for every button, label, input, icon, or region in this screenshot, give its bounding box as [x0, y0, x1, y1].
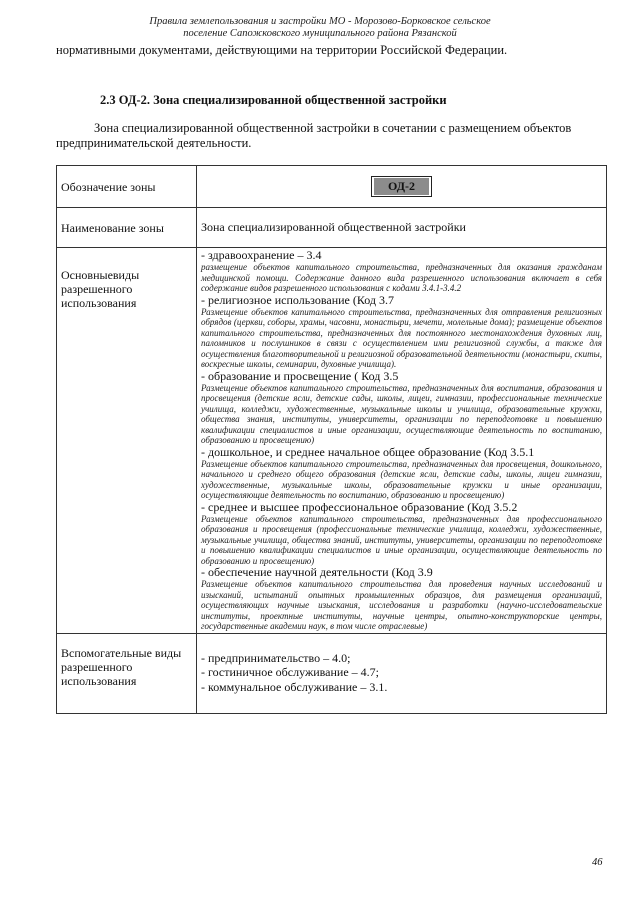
main-uses-label: Основныевиды разрешенного использования [57, 248, 197, 634]
use-item-title: - обеспечение научной деятельности (Код 3.9 [201, 565, 433, 579]
use-item-description: Размещение объектов капитального строительства, предназначенных для воспитания, образования и просвещения (детские ясли, детские сады, школы, лицеи, гимназии, профессиональные технические училища, колледжи, художественные, музыкальные школы и училища, образовательные кружки, общества знания, институты, университеты, организации по переподготовке и повышению квалификации специалистов и иные организации, осуществляющие деятельность по воспитанию, образованию и просвещению) [201, 382, 602, 445]
use-item-description: размещение объектов капитального строительства, предназначенных для оказания гражданам медицинской помощи. Содержание данного вида разрешенного использования включает в себя содержание видов разрешенного использования с кодами 3.4.1-3.4.2 [201, 262, 602, 293]
zone-name-value: Зона специализированной общественной застройки [197, 208, 607, 248]
use-item [201, 566, 602, 632]
zone-name-label: Наименование зоны [57, 208, 197, 248]
aux-use-item: - гостиничное обслуживание – 4.7; [201, 665, 379, 679]
use-item-title: - образование и просвещение ( Код 3.5 [201, 368, 399, 383]
use-item-title: - здравоохранение – 3.4 [201, 248, 322, 262]
zone-code-value: ОД-2 [374, 178, 429, 195]
use-item [201, 446, 602, 501]
table-row-name [57, 208, 607, 248]
aux-uses-list [197, 633, 607, 713]
table-row-designation [57, 166, 607, 208]
use-item [201, 501, 602, 567]
use-item-title: - среднее и высшее профессиональное образование (Код 3.5.2 [201, 499, 518, 514]
running-header-line-2: поселение Сапожковского муниципального района Рязанской [183, 28, 457, 39]
use-item-title: - дошкольное, и среднее начальное общее образование (Код 3.5.1 [201, 444, 535, 459]
use-item-description: Размещение объектов капитального строительства для проведения научных исследований и изысканий, испытаний опытных промышленных образцов, для размещения организаций, осуществляющих научные изыскания, исследования и разработки (научно-исследовательские институты, проектные институты, научные центры, опытно-конструкторские центры, государственные академии наук, в том числе отраслевые) [201, 579, 602, 631]
use-item [201, 294, 602, 370]
aux-use-item: - коммунальное обслуживание – 3.1. [201, 679, 388, 694]
table-row-main-uses [57, 248, 607, 634]
page-number: 46 [592, 857, 603, 868]
use-item-title: - религиозное использование (Код 3.7 [201, 292, 395, 307]
main-uses-list [197, 248, 607, 634]
use-item [201, 249, 602, 294]
aux-uses-label: Вспомогательные виды разрешенного использования [57, 633, 197, 713]
carryover-text: нормативными документами, действующими на территории Российской Федерации. [56, 43, 508, 57]
aux-use-item: - предпринимательство – 4.0; [201, 650, 351, 665]
section-heading: 2.3 ОД-2. Зона специализированной общественной застройки [100, 93, 447, 107]
use-item [201, 370, 602, 446]
running-header-line-1: Правила землепользования и застройки МО - Морозово-Борковское сельское [149, 16, 491, 27]
use-item-description: Размещение объектов капитального строительства, предназначенных для просвещения, дошкольного, начального и среднего общего образования (детские ясли, детские сады, школы, лицеи гимназии, художественные, музыкальные школы, образовательные кружки и иные организации, осуществляющие деятельность по воспитанию, образованию и просвещению) [201, 458, 602, 500]
zone-table [56, 165, 607, 714]
zone-designation-label: Обозначение зоны [57, 166, 197, 208]
zone-code-badge [371, 176, 432, 197]
table-row-aux-uses [57, 633, 607, 713]
use-item-description: Размещение объектов капитального строительства, предназначенных для отправления религиозных обрядов (церкви, соборы, храмы, часовни, монастыри, мечети, молельные дома); размещение объектов капитального строительства, предназначенных для постоянного местонахождения духовных лиц, паломников и послушников в связи с осуществлением ими религиозной службы, а также для осуществления благотворительной и религиозной образовательной деятельности (монастыри, скиты, воскресные школы, семинарии, духовные училища). [201, 306, 602, 369]
intro-paragraph: Зона специализированной общественной застройки в сочетании с размещением объектов предпринимательской деятельности. [56, 121, 572, 150]
use-item-description: Размещение объектов капитального строительства, предназначенных для профессионального образования и просвещения (профессиональные технические училища, колледжи, художественные, музыкальные училища, общества знаний, институты, университеты, организации по переподготовке и повышению квалификации специалистов и иные организации, осуществляющие деятельность по образованию и просвещению) [201, 513, 602, 566]
